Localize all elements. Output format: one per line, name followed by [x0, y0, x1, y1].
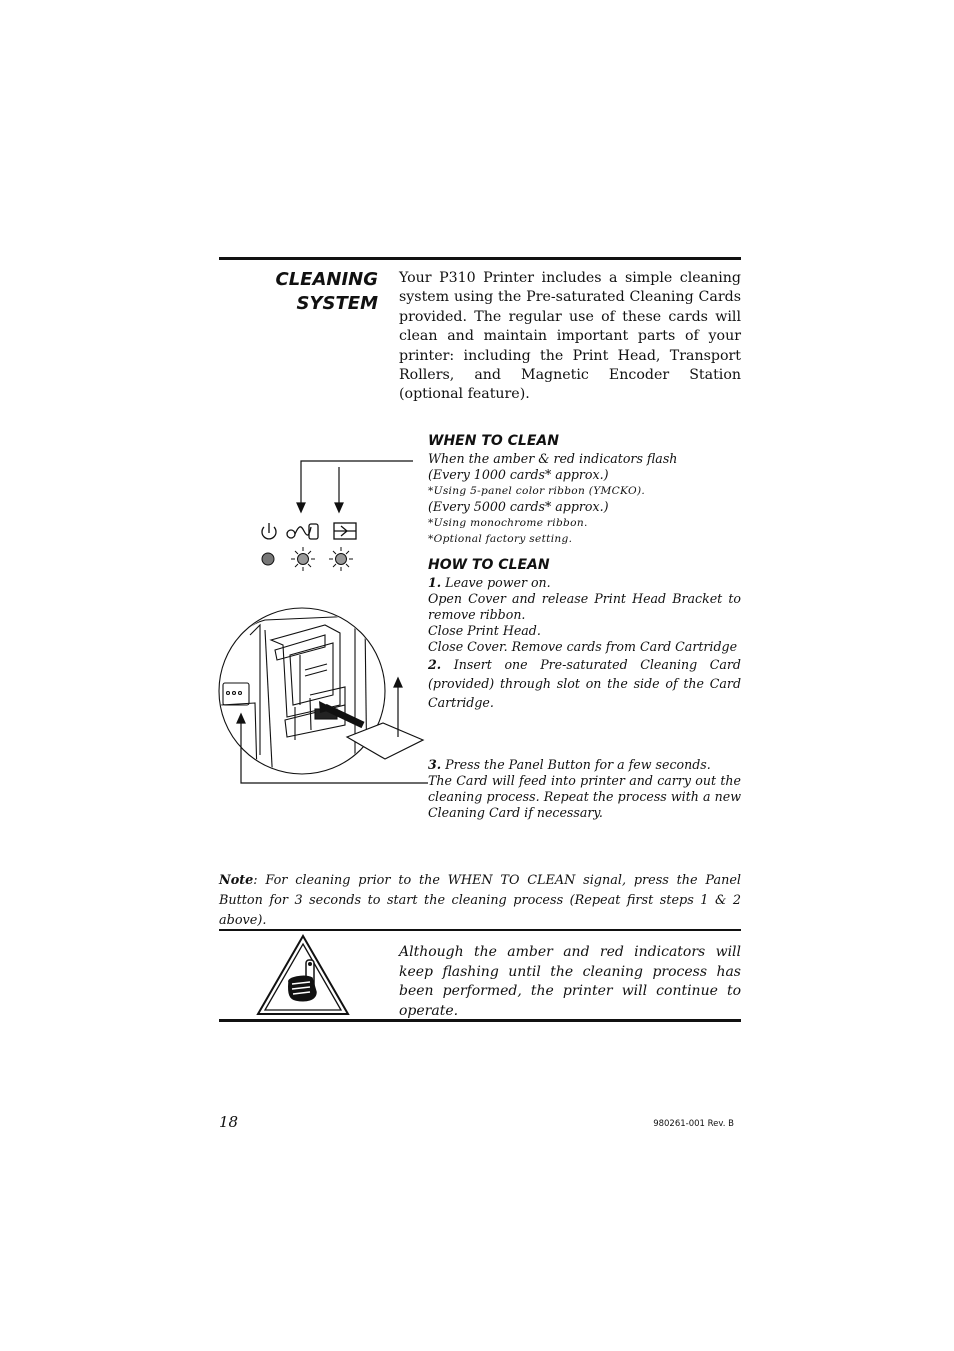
- cleaning-illustration: [215, 455, 430, 795]
- page-number: 18: [219, 1113, 239, 1131]
- how-to-clean-block: HOW TO CLEAN 1. Leave power on. Open Cover and release Print Head Bracket to remove ribbon. Close Print Head. Close Cover. Remove cards from Card Cartridge 2. Insert one Pre-saturated Cleaning Card (provided) through slot on the side of the Card Cartridge.: [428, 557, 741, 710]
- step-2: 2. Insert one Pre-saturated Cleaning Card (provided) through slot on the side of the Card Cartridge.: [428, 657, 741, 710]
- red-led: [329, 547, 353, 571]
- top-rule: [219, 257, 741, 260]
- section-title: CLEANING SYSTEM: [275, 269, 378, 314]
- cleaning-card: [347, 723, 423, 759]
- note-label: Note: [219, 873, 254, 888]
- power-led: [262, 553, 274, 565]
- caution-text: Although the amber and red indicators will keep flashing until the cleaning process has been performed, the printer will continue to operate.: [399, 944, 741, 1019]
- power-icon: [262, 523, 276, 539]
- step-3: 3. Press the Panel Button for a few seconds. The Card will feed into printer and carry out the cleaning process. Repeat the process with a new Cleaning Card if necessary.: [428, 757, 741, 820]
- when-to-clean-heading: WHEN TO CLEAN: [428, 433, 559, 449]
- amber-led: [291, 547, 315, 571]
- document-number: 980261-001 Rev. B: [653, 1119, 734, 1129]
- card-icon: [334, 523, 356, 539]
- step-1: 1. Leave power on.: [428, 575, 551, 590]
- intro-paragraph: Your P310 Printer includes a simple cleaning system using the Pre-saturated Cleaning Cards provided. The regular use of these cards will clean and maintain important parts of your printer: including the Print Head, Transport Rollers, and Magnetic Encoder Station (optional feature).: [399, 270, 741, 403]
- when-to-clean-block: WHEN TO CLEAN When the amber & red indicators flash (Every 1000 cards* approx.) *Using 5-panel color ribbon (YMCKO). (Every 5000 cards* approx.) *Using monochrome ribbon. *Optional factory setting.: [428, 433, 741, 547]
- caution-top-rule: [219, 929, 741, 931]
- caution-bottom-rule: [219, 1019, 741, 1022]
- ribbon-icon: [287, 524, 318, 539]
- how-to-clean-heading: HOW TO CLEAN: [428, 557, 550, 573]
- note-paragraph: Note: For cleaning prior to the WHEN TO CLEAN signal, press the Panel Button for 3 seconds to start the cleaning process (Repeat first steps 1 & 2 above).: [219, 873, 741, 928]
- printer-drawing: [217, 608, 385, 785]
- caution-hand-icon: [256, 934, 350, 1016]
